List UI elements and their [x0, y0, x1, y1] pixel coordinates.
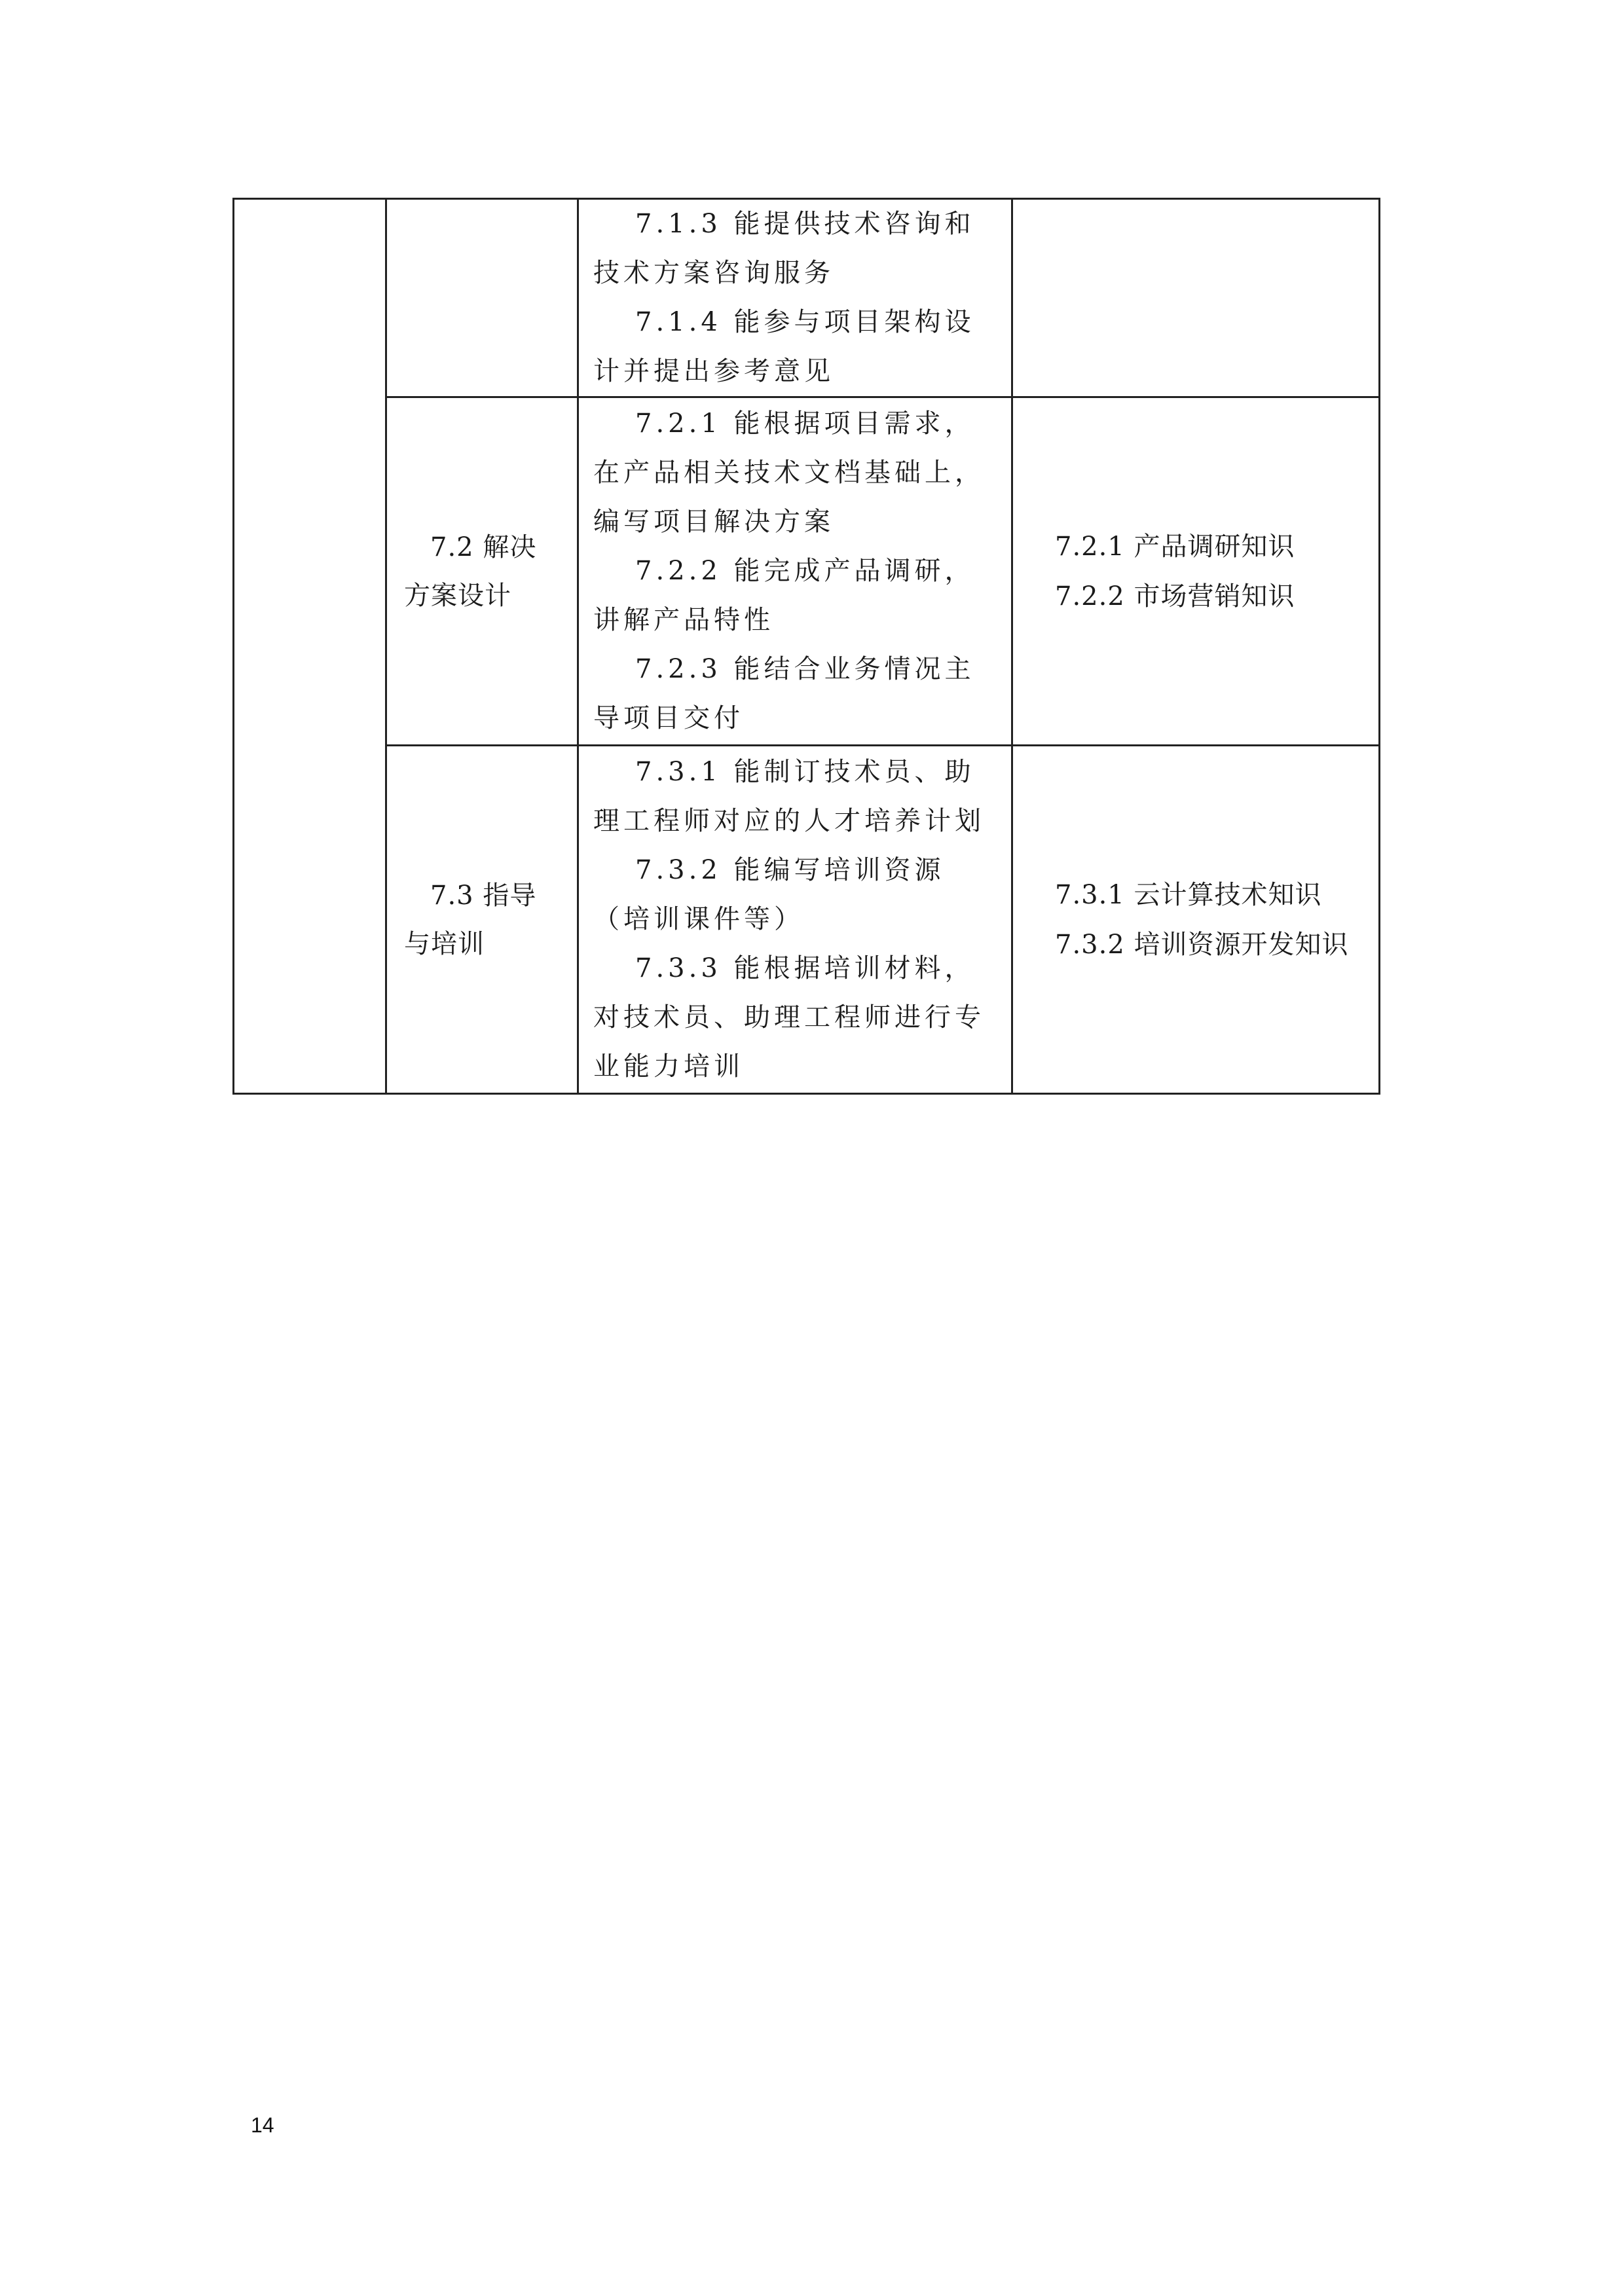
knowledge-item: 7.2.2 市场营销知识 [1055, 581, 1295, 611]
page-number: 14 [251, 2113, 274, 2137]
skill-item: 7.1.3 能提供技术咨询和技术方案咨询服务 [593, 209, 975, 288]
skill-requirements-cell [578, 397, 1012, 746]
skill-item: 7.2.2 能完成产品调研，讲解产品特性 [593, 556, 975, 635]
occupational-function-cell [234, 199, 386, 1094]
knowledge-item: 7.3.2 培训资源开发知识 [1055, 929, 1349, 960]
related-knowledge-cell [1012, 746, 1380, 1094]
skill-item: 7.3.1 能制订技术员、助理工程师对应的人才培养计划 [593, 757, 985, 836]
skill-item: 7.3.3 能根据培训材料，对技术员、助理工程师进行专业能力培训 [593, 953, 985, 1082]
work-content-label: 7.3 指导与培训 [404, 880, 537, 959]
table-row [234, 397, 1380, 746]
work-content-cell [386, 397, 578, 746]
knowledge-item: 7.3.1 云计算技术知识 [1055, 879, 1322, 910]
skill-item: 7.3.2 能编写培训资源（培训课件等） [593, 855, 945, 934]
skill-item: 7.2.3 能结合业务情况主导项目交付 [593, 654, 975, 733]
related-knowledge-cell [1012, 199, 1380, 397]
table-row [234, 199, 1380, 397]
skill-requirements-table [232, 198, 1380, 1095]
skill-requirements-cell [578, 199, 1012, 397]
work-content-cell [386, 199, 578, 397]
work-content-cell [386, 746, 578, 1094]
table-row [234, 746, 1380, 1094]
knowledge-item: 7.2.1 产品调研知识 [1055, 531, 1295, 562]
skill-item: 7.1.4 能参与项目架构设计并提出参考意见 [593, 307, 975, 386]
related-knowledge-cell [1012, 397, 1380, 746]
skill-requirements-cell [578, 746, 1012, 1094]
skill-item: 7.2.1 能根据项目需求，在产品相关技术文档基础上，编写项目解决方案 [593, 409, 985, 537]
work-content-label: 7.2 解决方案设计 [404, 532, 537, 611]
